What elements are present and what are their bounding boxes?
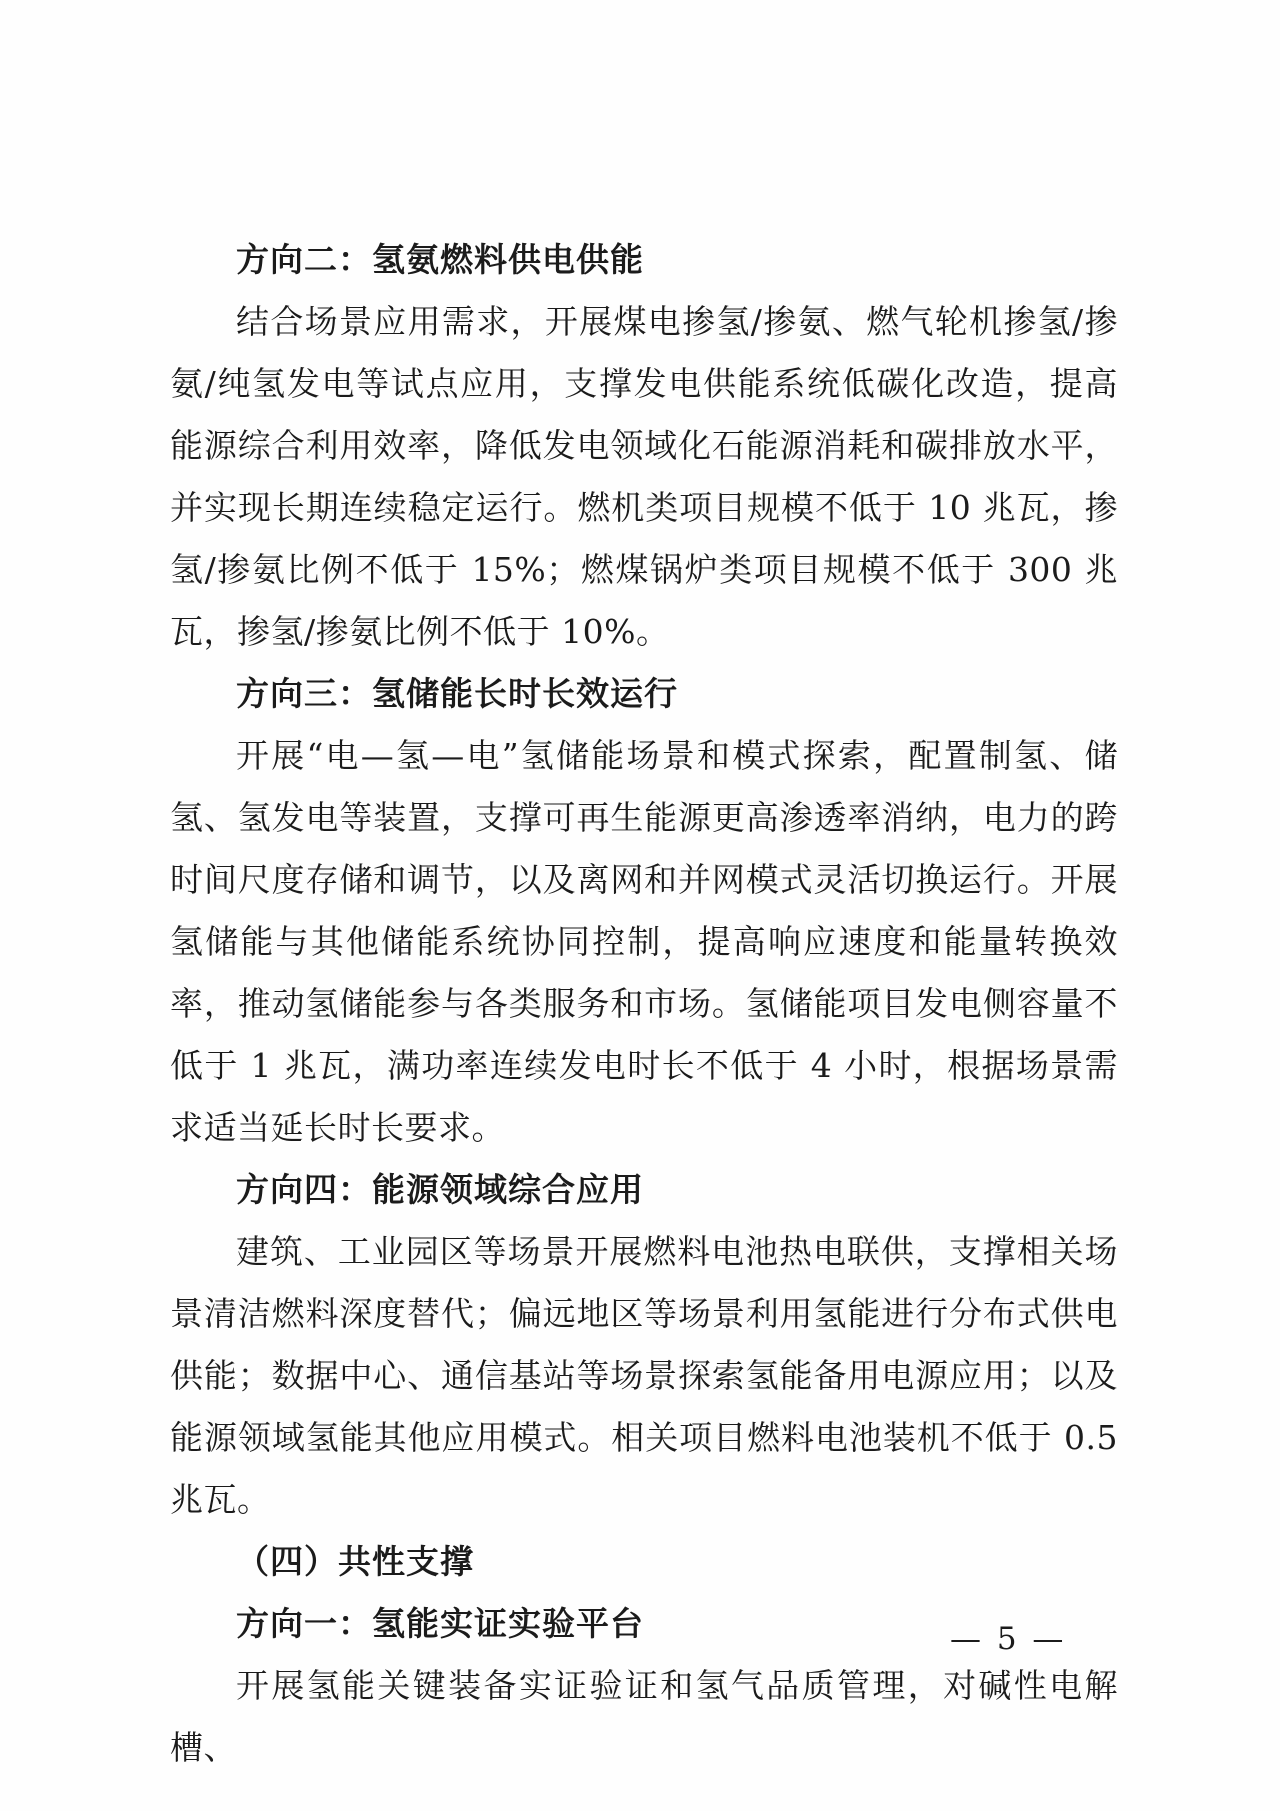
page-number: — 5 — bbox=[950, 1621, 1067, 1657]
heading-direction-1-platform: 方向一：氢能实证实验平台 bbox=[236, 1604, 644, 1643]
paragraph-direction-3: 开展“电—氢—电”氢储能场景和模式探索，配置制氢、储氢、氢发电等装置，支撑可再生能源更高渗透率消纳，电力的跨时间尺度存储和调节，以及离网和并网模式灵活切换运行。开展氢储能与其他储能系统协同控制，提高响应速度和能量转换效率，推动氢储能参与各类服务和市场。氢储能项目发电侧容量不低于 1 兆瓦，满功率连续发电时长不低于 4 小时，根据场景需求适当延长时长要求。 bbox=[170, 736, 1118, 1147]
heading-direction-4: 方向四：能源领域综合应用 bbox=[236, 1170, 644, 1209]
heading-direction-2: 方向二：氢氨燃料供电供能 bbox=[236, 240, 644, 279]
paragraph-direction-1-platform: 开展氢能关键装备实证验证和氢气品质管理，对碱性电解槽、 bbox=[170, 1666, 1118, 1767]
heading-direction-3: 方向三：氢储能长时长效运行 bbox=[236, 674, 678, 713]
paragraph-direction-2: 结合场景应用需求，开展煤电掺氢/掺氨、燃气轮机掺氢/掺氨/纯氢发电等试点应用，支撑发电供能系统低碳化改造，提高能源综合利用效率，降低发电领域化石能源消耗和碳排放水平，并实现长期连续稳定运行。燃机类项目规模不低于 10 兆瓦，掺氢/掺氨比例不低于 15%；燃煤锅炉类项目规模不低于 300 兆瓦，掺氢/掺氨比例不低于 10%。 bbox=[170, 302, 1119, 651]
heading-section-4-common-support: （四）共性支撑 bbox=[236, 1542, 474, 1581]
paragraph-direction-4: 建筑、工业园区等场景开展燃料电池热电联供，支撑相关场景清洁燃料深度替代；偏远地区等场景利用氢能进行分布式供电供能；数据中心、通信基站等场景探索氢能备用电源应用；以及能源领域氢能其他应用模式。相关项目燃料电池装机不低于 0.5 兆瓦。 bbox=[170, 1232, 1118, 1519]
page-content bbox=[170, 229, 1118, 1779]
